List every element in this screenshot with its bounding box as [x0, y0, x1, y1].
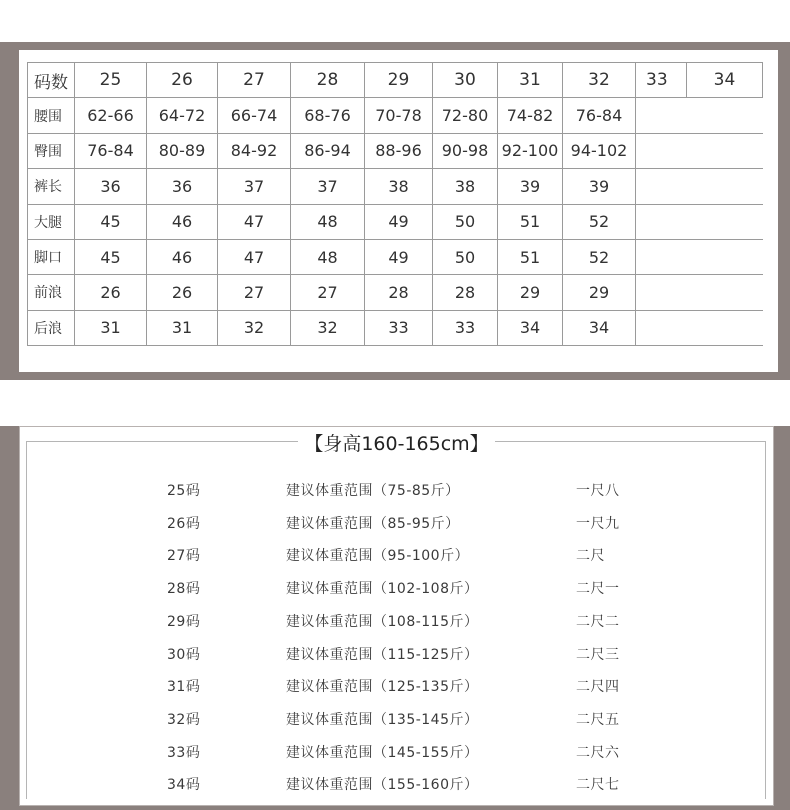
measurement-value: 29	[563, 275, 636, 310]
size-data-row	[28, 204, 763, 239]
rec-weight-range: 建议体重范围（95-100斤）	[286, 548, 470, 565]
size-chart-body	[28, 63, 763, 346]
measurement-value: 32	[291, 310, 365, 345]
measurement-value: 64-72	[147, 98, 218, 133]
recommendation-panel	[19, 426, 774, 806]
rec-waist-size: 二尺四	[576, 679, 620, 696]
rec-weight-range: 建议体重范围（155-160斤）	[286, 777, 479, 794]
measurement-value: 52	[563, 204, 636, 239]
measurement-value: 72-80	[433, 98, 498, 133]
size-header-label: 码数	[28, 63, 75, 98]
measurement-value: 50	[433, 239, 498, 274]
measurement-value: 90-98	[433, 133, 498, 168]
measurement-value: 27	[218, 275, 291, 310]
measurement-value: 27	[291, 275, 365, 310]
size-header-cell: 25	[75, 63, 147, 98]
measurement-label: 前浪	[28, 275, 75, 310]
measurement-label: 腰围	[28, 98, 75, 133]
size-data-row	[28, 310, 763, 345]
rec-size-label: 30码	[167, 646, 201, 663]
measurement-value: 66-74	[218, 98, 291, 133]
recommendation-title-wrap	[20, 429, 773, 456]
size-header-cell: 31	[498, 63, 563, 98]
empty-cell	[636, 275, 763, 310]
size-header-cell: 30	[433, 63, 498, 98]
measurement-value: 26	[147, 275, 218, 310]
measurement-label: 大腿	[28, 204, 75, 239]
measurement-value: 74-82	[498, 98, 563, 133]
rec-weight-range: 建议体重范围（75-85斤）	[286, 483, 460, 499]
measurement-value: 76-84	[563, 98, 636, 133]
recommendation-row	[20, 769, 773, 797]
measurement-value: 37	[291, 169, 365, 204]
rec-waist-size: 二尺二	[576, 613, 620, 630]
measurement-value: 33	[433, 310, 498, 345]
measurement-value: 46	[147, 239, 218, 274]
size-header-cell: 33	[636, 63, 687, 98]
empty-cell	[636, 204, 763, 239]
size-chart-table	[27, 62, 763, 346]
measurement-value: 52	[563, 239, 636, 274]
measurement-value: 62-66	[75, 98, 147, 133]
empty-cell	[636, 169, 763, 204]
size-data-row	[28, 275, 763, 310]
rec-size-label: 34码	[167, 777, 201, 794]
recommendation-row	[20, 573, 773, 601]
rec-waist-size: 二尺三	[576, 646, 620, 663]
measurement-value: 48	[291, 204, 365, 239]
empty-cell	[636, 239, 763, 274]
empty-cell	[636, 310, 763, 345]
rec-size-label: 31码	[167, 679, 201, 696]
measurement-value: 38	[433, 169, 498, 204]
measurement-label: 臀围	[28, 133, 75, 168]
measurement-value: 70-78	[365, 98, 433, 133]
size-header-cell: 34	[687, 63, 763, 98]
rec-size-label: 29码	[167, 613, 201, 630]
empty-cell	[636, 98, 763, 133]
size-header-row	[28, 63, 763, 98]
measurement-value: 34	[498, 310, 563, 345]
rec-waist-size: 二尺六	[576, 744, 620, 761]
measurement-value: 68-76	[291, 98, 365, 133]
empty-cell	[636, 133, 763, 168]
measurement-value: 76-84	[75, 133, 147, 168]
rec-weight-range: 建议体重范围（115-125斤）	[286, 646, 479, 663]
measurement-value: 32	[218, 310, 291, 345]
rec-weight-range: 建议体重范围（135-145斤）	[286, 711, 479, 728]
recommendation-row	[20, 737, 773, 765]
measurement-value: 38	[365, 169, 433, 204]
size-data-row	[28, 133, 763, 168]
rec-weight-range: 建议体重范围（85-95斤）	[286, 515, 460, 532]
rec-size-label: 33码	[167, 744, 201, 761]
rec-weight-range: 建议体重范围（108-115斤）	[286, 613, 479, 630]
rec-waist-size: 一尺九	[576, 515, 620, 532]
measurement-value: 31	[147, 310, 218, 345]
size-data-row	[28, 239, 763, 274]
rec-waist-size: 二尺一	[576, 581, 620, 598]
size-data-row	[28, 169, 763, 204]
measurement-value: 48	[291, 239, 365, 274]
measurement-value: 80-89	[147, 133, 218, 168]
measurement-value: 49	[365, 204, 433, 239]
measurement-value: 36	[75, 169, 147, 204]
measurement-label: 后浪	[28, 310, 75, 345]
measurement-value: 88-96	[365, 133, 433, 168]
measurement-value: 50	[433, 204, 498, 239]
measurement-value: 47	[218, 239, 291, 274]
size-header-cell: 29	[365, 63, 433, 98]
rec-weight-range: 建议体重范围（102-108斤）	[286, 581, 479, 598]
measurement-value: 36	[147, 169, 218, 204]
rec-size-label: 26码	[167, 515, 201, 532]
size-header-cell: 27	[218, 63, 291, 98]
recommendation-row	[20, 704, 773, 732]
rec-size-label: 25码	[167, 483, 201, 499]
measurement-value: 33	[365, 310, 433, 345]
measurement-value: 84-92	[218, 133, 291, 168]
size-header-cell: 32	[563, 63, 636, 98]
rec-waist-size: 二尺七	[576, 777, 620, 794]
recommendation-row	[20, 639, 773, 667]
measurement-value: 29	[498, 275, 563, 310]
measurement-value: 28	[365, 275, 433, 310]
size-header-cell: 26	[147, 63, 218, 98]
measurement-label: 脚口	[28, 239, 75, 274]
measurement-value: 39	[498, 169, 563, 204]
measurement-value: 39	[563, 169, 636, 204]
rec-size-label: 27码	[167, 548, 201, 565]
measurement-value: 51	[498, 239, 563, 274]
rec-weight-range: 建议体重范围（125-135斤）	[286, 679, 479, 696]
measurement-label: 裤长	[28, 169, 75, 204]
rec-waist-size: 二尺五	[576, 711, 620, 728]
measurement-value: 31	[75, 310, 147, 345]
rec-size-label: 32码	[167, 711, 201, 728]
measurement-value: 92-100	[498, 133, 563, 168]
size-data-row	[28, 98, 763, 133]
measurement-value: 46	[147, 204, 218, 239]
recommendation-row	[20, 540, 773, 568]
rec-waist-size: 一尺八	[576, 483, 620, 499]
rec-size-label: 28码	[167, 581, 201, 598]
recommendation-row	[20, 606, 773, 634]
recommendation-row	[20, 475, 773, 503]
measurement-value: 28	[433, 275, 498, 310]
size-header-cell: 28	[291, 63, 365, 98]
measurement-value: 86-94	[291, 133, 365, 168]
measurement-value: 45	[75, 239, 147, 274]
measurement-value: 51	[498, 204, 563, 239]
measurement-value: 45	[75, 204, 147, 239]
size-chart-panel	[19, 50, 778, 372]
recommendation-row	[20, 508, 773, 536]
recommendation-row	[20, 671, 773, 699]
recommendation-title: 【身高160-165cm】	[298, 429, 494, 456]
measurement-value: 26	[75, 275, 147, 310]
rec-weight-range: 建议体重范围（145-155斤）	[286, 744, 479, 761]
measurement-value: 47	[218, 204, 291, 239]
measurement-value: 94-102	[563, 133, 636, 168]
measurement-value: 34	[563, 310, 636, 345]
measurement-value: 37	[218, 169, 291, 204]
rec-waist-size: 二尺	[576, 548, 605, 565]
measurement-value: 49	[365, 239, 433, 274]
